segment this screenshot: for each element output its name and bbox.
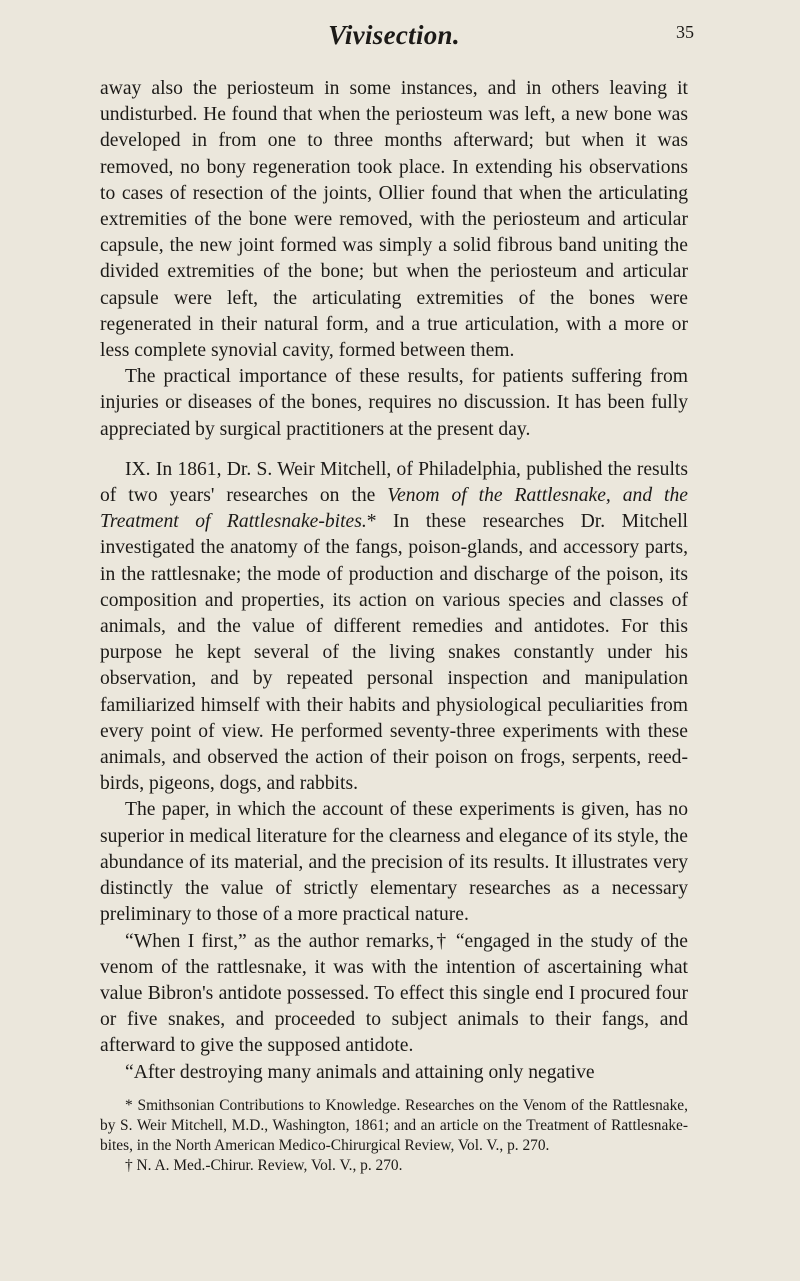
paragraph-text: The paper, in which the account of these experiments is given, has no superior in medical literature for the clearness and elegance of its style, the abundance of its material, and the precision of its results. It illustrates very distinctly the value of strictly elementary researches as a necessary preliminary to those of a more practical nature.	[100, 799, 688, 926]
paragraph-text: IX. In 1861, Dr. S. Weir Mitchell, of Philadelphia, published the results of two years' researches on the	[100, 458, 688, 507]
paragraph-3	[100, 457, 688, 798]
paragraph-4	[100, 797, 688, 928]
running-title: Vivisection.	[328, 20, 460, 50]
footnote-1: * Smithsonian Contributions to Knowledge. Researches on the Venom of the Rattlesnake, by S. Weir Mitchell, M.D., Washington, 1861; and an article on the Treatment of Rattlesnake-bites, in the North American Medico-Chirurgical Review, Vol. V., p. 270.	[100, 1096, 688, 1154]
footnote-2: † N. A. Med.-Chirur. Review, Vol. V., p. 270.	[125, 1156, 403, 1174]
paragraph-1	[100, 76, 688, 364]
body-text	[100, 76, 688, 1086]
paragraph-text: “When I first,” as the author remarks,† “engaged in the study of the venom of the rattlesnake, it was with the intention of ascertaining what value Bibron's antidote possessed. To effect this single end I procured four or five snakes, and proceeded to subject animals to their fangs, and afterward to give the supposed antidote.	[100, 930, 688, 1057]
italic-title-text: Venom of the Rattlesnake, and the Treatment of Rattlesnake-bites.	[100, 485, 688, 533]
paragraph-text: The practical importance of these results, for patients suffering from injuries or diseases of the bones, requires no discussion. It has been fully appreciated by surgical practitioners at the present day.	[100, 366, 688, 440]
footnotes	[100, 1096, 688, 1176]
paragraph-2	[100, 364, 688, 443]
page-header	[100, 0, 694, 76]
paragraph-text: * In these researches Dr. Mitchell investigated the anatomy of the fangs, poison-glands, and accessory parts, in the rattlesnake; the mode of production and discharge of the poison, its composition and properties, its action on various species and classes of animals, and the value of different remedies and antidotes. For this purpose he kept several of the living snakes constantly under his observation, and by repeated personal inspection and manipulation familiarized himself with their habits and physiological peculiarities from every point of view. He performed seventy-three experiments with these animals, and observed the action of their poison on frogs, serpents, reed-birds, pigeons, dogs, and rabbits.	[100, 511, 688, 795]
paragraph-5	[100, 929, 688, 1060]
paragraph-text: away also the periosteum in some instances, and in others leaving it undisturbed. He found that when the periosteum was left, a new bone was developed in from one to three months afterward; but when it was removed, no bony regeneration took place. In extending his observations to cases of resection of the joints, Ollier found that when the articulating extremities of the bone were removed, with the periosteum and articular capsule, the new joint formed was simply a solid fibrous band uniting the divided extremities of the bone; but when the periosteum and articular capsule were left, the articulating extremities of the bones were regenerated in their natural form, and a true articulation, with a more or less complete synovial cavity, formed between them.	[100, 78, 688, 362]
paragraph-6	[100, 1060, 688, 1086]
paragraph-text: “After destroying many animals and attaining only negative	[125, 1061, 595, 1083]
page-number: 35	[676, 22, 694, 42]
